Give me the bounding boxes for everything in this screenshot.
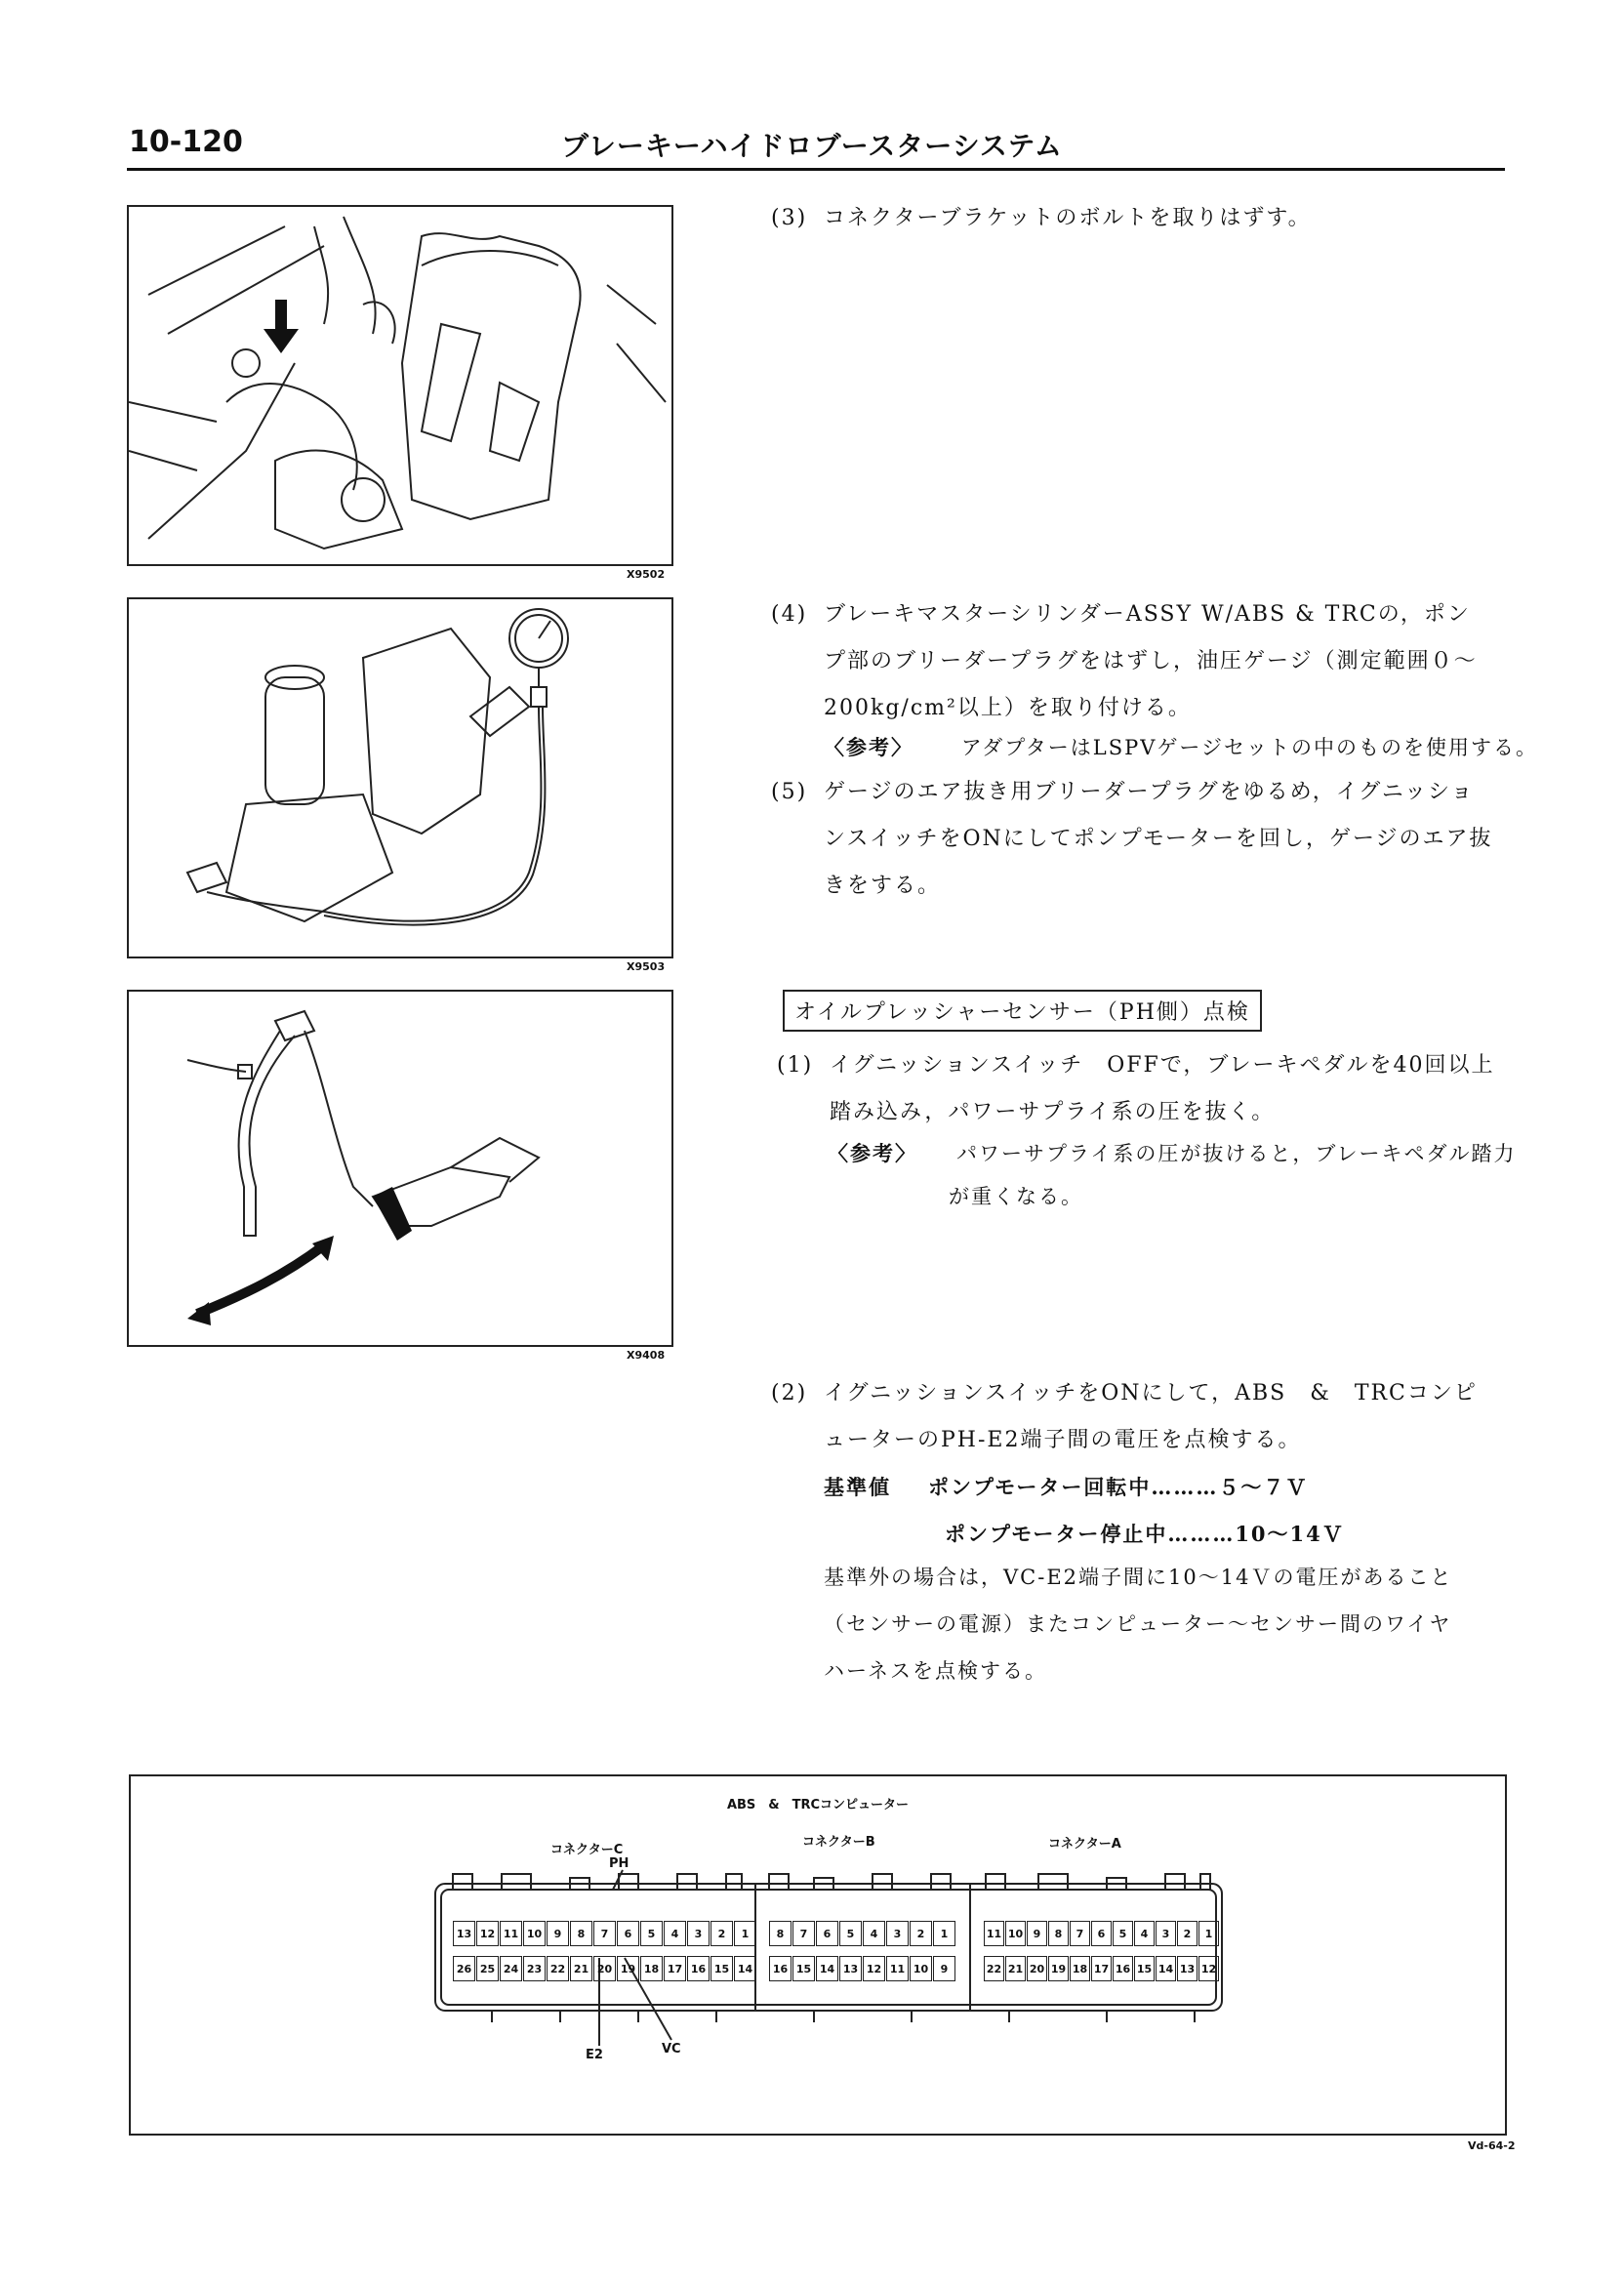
note-label: 〈参考〉 xyxy=(828,1141,917,1165)
connector-a-top-row xyxy=(984,1921,1220,1946)
step-text: イグニッションスイッチ OFFで，ブレーキペダルを40回以上 xyxy=(830,1053,1495,1078)
step-text: イグニッションスイッチをONにして，ABS & TRCコンピ xyxy=(824,1381,1478,1405)
connector-b-bottom-row xyxy=(769,1956,956,1981)
connector-pin: 5 xyxy=(1113,1921,1133,1946)
figure-code: X9503 xyxy=(627,960,666,973)
check-step-1-note xyxy=(828,1132,1550,1218)
connector-pin: 7 xyxy=(792,1921,815,1946)
step-number: (2) xyxy=(771,1381,808,1405)
std-value: ポンプモーター停止中………10～14Ｖ xyxy=(945,1522,1345,1546)
std-value: ポンプモーター回転中………５～７Ｖ xyxy=(928,1475,1309,1499)
connector-pin: 19 xyxy=(617,1956,639,1981)
connector-pin: 16 xyxy=(769,1956,792,1981)
step-text: きをする。 xyxy=(824,874,942,898)
connector-pin: 10 xyxy=(523,1921,546,1946)
connector-pin: 4 xyxy=(1134,1921,1155,1946)
connector-pin: 2 xyxy=(910,1921,932,1946)
connector-pin: 1 xyxy=(933,1921,955,1946)
step-text: ゲージのエア抜き用ブリーダープラグをゆるめ，イグニッショ xyxy=(824,780,1475,804)
connector-pin: 14 xyxy=(734,1956,756,1981)
instruction-text: 基準外の場合は，VC-E2端子間に10～14Ｖの電圧があること xyxy=(824,1566,1453,1589)
step-text: 200kg/cm²以上）を取り付ける。 xyxy=(824,696,1192,720)
connector-pin: 6 xyxy=(617,1921,639,1946)
connector-c-label: コネクターC xyxy=(550,1843,624,1857)
connector-pin: 16 xyxy=(687,1956,710,1981)
step-text: プ部のブリーダープラグをはずし，油圧ゲージ（測定範囲０～ xyxy=(824,649,1478,673)
connector-pin: 9 xyxy=(1027,1921,1047,1946)
figure-code: X9408 xyxy=(627,1349,666,1362)
step-4-note xyxy=(824,726,1546,769)
connector-pin: 20 xyxy=(1027,1956,1047,1981)
connector-pin: 1 xyxy=(1198,1921,1219,1946)
connector-a-label: コネクターA xyxy=(1048,1837,1121,1852)
connector-pin: 11 xyxy=(984,1921,1004,1946)
step-5 xyxy=(771,769,1542,910)
connector-pin: 6 xyxy=(816,1921,838,1946)
connector-pin: 1 xyxy=(734,1921,756,1946)
figure-brake-pedal xyxy=(127,990,673,1347)
connector-pin: 8 xyxy=(570,1921,592,1946)
connector-pin: 15 xyxy=(1134,1956,1155,1981)
step-text: コネクターブラケットのボルトを取りはずす。 xyxy=(824,206,1312,230)
connector-pin: 17 xyxy=(664,1956,686,1981)
connector-pin: 23 xyxy=(523,1956,546,1981)
connector-pin: 14 xyxy=(1156,1956,1176,1981)
connector-pin: 12 xyxy=(1198,1956,1219,1981)
connector-pin: 6 xyxy=(1091,1921,1112,1946)
note-text: アダプターはLSPVゲージセットの中のものを使用する。 xyxy=(960,736,1538,759)
page-number: 10-120 xyxy=(129,125,243,159)
figure-code: Vd-64-2 xyxy=(1468,2139,1516,2152)
connector-pin: 25 xyxy=(476,1956,499,1981)
connector-pin: 22 xyxy=(984,1956,1004,1981)
connector-pin: 15 xyxy=(710,1956,733,1981)
connector-pin: 13 xyxy=(453,1921,475,1946)
connector-pin: 21 xyxy=(570,1956,592,1981)
connector-pin: 12 xyxy=(476,1921,499,1946)
vc-terminal-label: VC xyxy=(662,2042,681,2056)
connector-a-bottom-row xyxy=(984,1956,1220,1981)
step-text: 踏み込み，パワーサプライ系の圧を抜く。 xyxy=(830,1100,1276,1124)
connector-b-label: コネクターB xyxy=(802,1835,875,1850)
connector-pin: 3 xyxy=(1156,1921,1176,1946)
connector-b-top-row xyxy=(769,1921,956,1946)
engine-bay-illustration xyxy=(129,207,671,564)
instruction-text: （センサーの電源）またコンピューター～センサー間のワイヤ xyxy=(824,1612,1452,1636)
section-heading: オイルプレッシャーセンサー（PH側）点検 xyxy=(783,990,1262,1032)
connector-pin: 18 xyxy=(1070,1956,1090,1981)
page-title: ブレーキーハイドロブースターシステム xyxy=(561,130,1063,162)
connector-pin: 9 xyxy=(933,1956,955,1981)
connector-title: ABS & TRCコンピューター xyxy=(726,1798,910,1812)
figure-connector-bracket xyxy=(127,205,673,566)
connector-pin: 11 xyxy=(500,1921,522,1946)
connector-pin: 17 xyxy=(1091,1956,1112,1981)
connector-pin: 10 xyxy=(1005,1921,1026,1946)
connector-pin: 13 xyxy=(1177,1956,1198,1981)
std-label: 基準値 xyxy=(824,1475,891,1499)
step-number: (3) xyxy=(771,206,808,230)
instruction-text: ハーネスを点検する。 xyxy=(824,1659,1047,1683)
step-text: ンスイッチをONにしてポンプモーターを回し，ゲージのエア抜 xyxy=(824,827,1493,851)
figure-pressure-gauge xyxy=(127,597,673,958)
connector-pin: 18 xyxy=(640,1956,663,1981)
figure-code: X9502 xyxy=(627,568,666,581)
connector-pin: 5 xyxy=(640,1921,663,1946)
connector-pin: 19 xyxy=(1048,1956,1069,1981)
connector-pin: 9 xyxy=(547,1921,569,1946)
connector-pin: 13 xyxy=(839,1956,862,1981)
step-3 xyxy=(771,195,1542,242)
connector-pin: 26 xyxy=(453,1956,475,1981)
ph-terminal-label: PH xyxy=(609,1856,629,1871)
connector-pin: 8 xyxy=(1048,1921,1069,1946)
check-step-2 xyxy=(771,1370,1542,1464)
step-number: (4) xyxy=(771,602,808,627)
connector-pin: 20 xyxy=(593,1956,616,1981)
connector-pin: 2 xyxy=(710,1921,733,1946)
pressure-gauge-illustration xyxy=(129,599,671,957)
standard-values xyxy=(824,1464,1546,1558)
connector-pin: 7 xyxy=(593,1921,616,1946)
connector-pin: 16 xyxy=(1113,1956,1133,1981)
connector-pin: 7 xyxy=(1070,1921,1090,1946)
step-number: (1) xyxy=(777,1053,814,1078)
out-of-spec-instruction xyxy=(824,1554,1546,1694)
e2-terminal-label: E2 xyxy=(586,2048,603,2062)
step-4 xyxy=(771,591,1542,732)
connector-pin: 24 xyxy=(500,1956,522,1981)
connector-pin: 2 xyxy=(1177,1921,1198,1946)
step-number: (5) xyxy=(771,780,808,804)
connector-pin: 4 xyxy=(664,1921,686,1946)
connector-pin: 22 xyxy=(547,1956,569,1981)
brake-pedal-illustration xyxy=(129,992,671,1345)
connector-pin: 3 xyxy=(886,1921,909,1946)
connector-pin: 8 xyxy=(769,1921,792,1946)
connector-pin: 10 xyxy=(910,1956,932,1981)
connector-c-bottom-row xyxy=(453,1956,757,1981)
header-rule xyxy=(127,168,1505,171)
connector-pin: 3 xyxy=(687,1921,710,1946)
connector-c-top-row xyxy=(453,1921,757,1946)
connector-pin: 15 xyxy=(792,1956,815,1981)
connector-pin: 5 xyxy=(839,1921,862,1946)
check-step-1 xyxy=(777,1042,1548,1136)
connector-pin: 11 xyxy=(886,1956,909,1981)
connector-pin: 21 xyxy=(1005,1956,1026,1981)
connector-pin: 14 xyxy=(816,1956,838,1981)
figure-connector-diagram xyxy=(129,1774,1507,2136)
note-text: が重くなる。 xyxy=(949,1185,1083,1208)
connector-outline xyxy=(131,1776,1505,2134)
connector-pin: 12 xyxy=(863,1956,885,1981)
step-text: ューターのPH-E2端子間の電圧を点検する。 xyxy=(824,1428,1302,1452)
note-text: パワーサプライ系の圧が抜けると，ブレーキペダル踏力 xyxy=(956,1142,1517,1165)
step-text: ブレーキマスターシリンダーASSY W/ABS & TRCの，ポン xyxy=(824,602,1471,627)
note-label: 〈参考〉 xyxy=(824,735,914,759)
connector-pin: 4 xyxy=(863,1921,885,1946)
